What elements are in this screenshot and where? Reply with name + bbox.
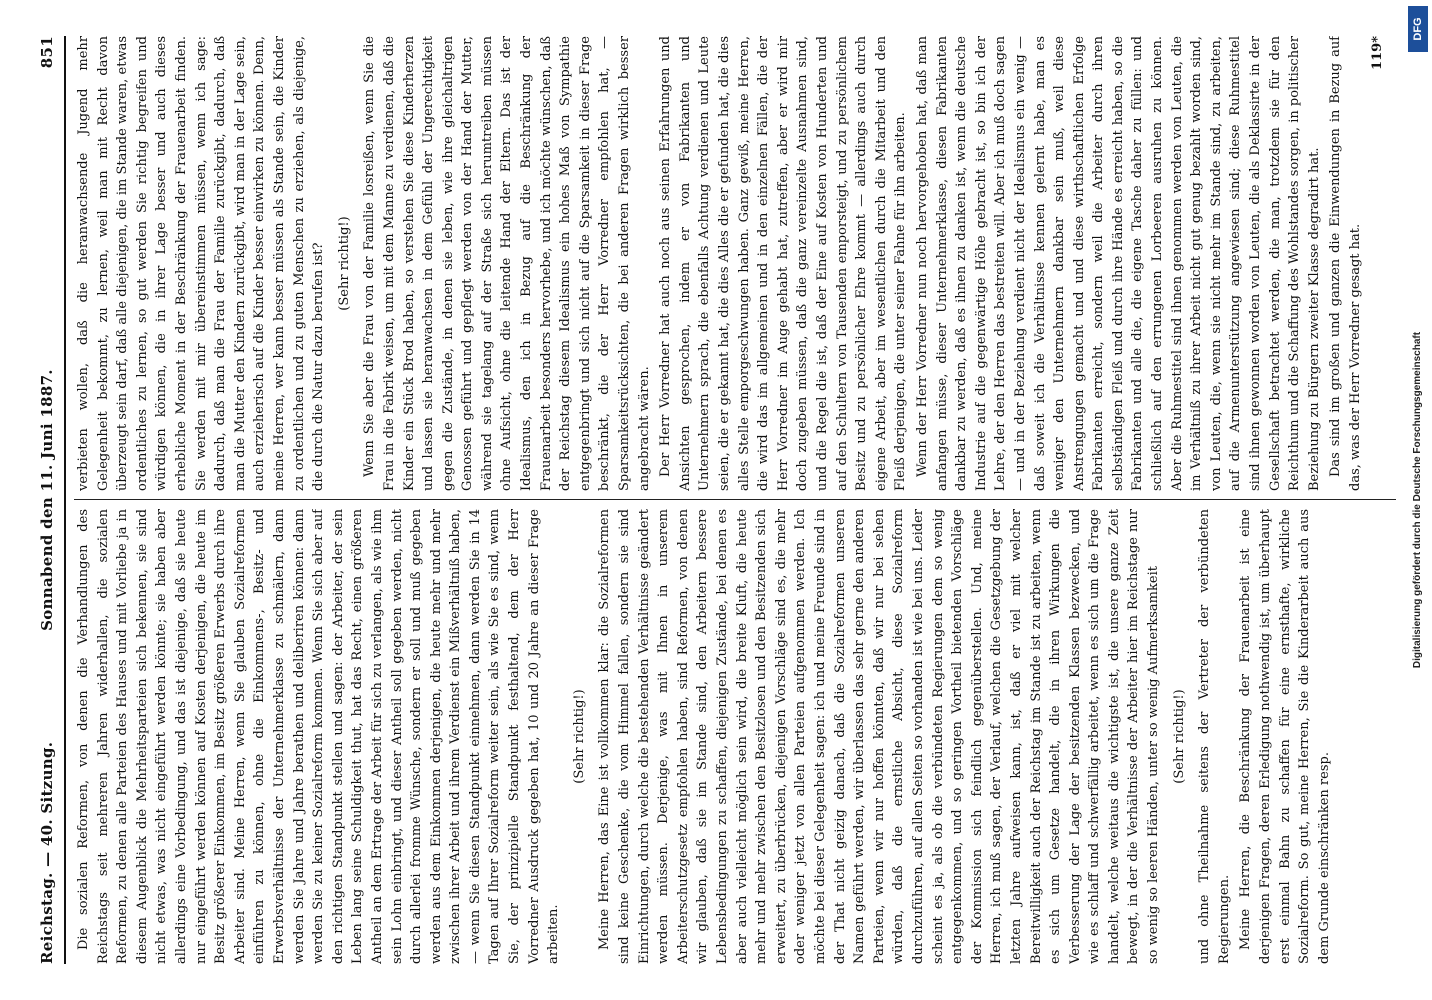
dfg-logo bbox=[1408, 6, 1428, 52]
interjection: (Sehr richtig!) bbox=[571, 689, 587, 784]
page-number: 851 bbox=[38, 36, 56, 69]
paragraph: und ohne Theilnahme seitens der Vertreter der verbündeten Regierungen. bbox=[1197, 509, 1232, 964]
paragraph: Wenn Sie aber die Frau von der Familie losreißen, wenn Sie die Frau in die Fabrik weisen, um mit dem Manne zu verdienen, daß die Kinder ein Stück Brod haben, so verstehen Sie diese Kinderherzen und lassen sie heranwachsen in dem Gefühl der Ungerechtigkeit gegen die Zustände, in denen sie leben, wie ihre gleichaltrigen Genossen geführt und gepflegt werden von der Hand der Mutter, während sie tagelang auf der Straße sich herumtreiben müssen ohne Aufsicht, ohne die leitende Hand der Eltern. Das ist der Idealismus, den ich in Bezug auf die Beschränkung der Frauenarbeit besonders hervorhebe, und ich möchte wünschen, daß der Reichstag diesem Idealismus ein hohes Maß von Sympathie entgegenbringt und sich nicht auf die Sparsamkeit in dieser Frage beschränkt, die der Herr Vorredner empfohlen hat, — Sparsamkeitsrücksichten, die bei anderen Fragen wirklich besser angebracht wären. bbox=[362, 36, 652, 491]
paragraph: Wenn der Herr Vorredner nun noch hervorgehoben hat, daß man anfangen müsse, dieser Unternehmerklasse, diesen Fabrikanten dankbar zu werden, daß es ihnen zu danken ist, wenn die deutsche Industrie auf die gegenwärtige Höhe gebracht ist, so bin ich der Lehre, der den Herren das bestreiten will. Aber ich muß doch sagen — und in der Beziehung verdient nicht der Idealismus ein wenig — daß soweit ich die Verhältnisse kennen gelernt habe, man es weniger den Unternehmern dankbar sein muß, weil diese Anstrengungen gemacht und und diese wirthschaftlichen Erfolge Fabrikanten erreicht, sondern weil die Arbeiter durch ihren selbständigen Fleiß und durch ihre Hände es erreicht haben, so die Fabrikanten und alle die, die eigene Tasche daher zu füllen: und schließlich auf den errungenen Lorbeeren ausruhen zu können. Aber die Ruhmestitel sind ihnen genommen werden von Leuten, die im Verhältniß zu ihrer Arbeit nicht gut genug bezahlt worden sind, von Leuten, die, wenn sie nicht mehr im Stande sind, zu arbeiten, auf die Armenunterstützung angewiesen sind; diese Ruhmestitel sind ihnen gewonnen worden von Leuten, die als Deklassirte in der Gesellschaft betrachtet werden, die man, trotzdem sie für den Reichthum und die Schaffung des Wohlstandes sorgen, in politischer Beziehung zu Bürgern zweiter Klasse degradirt hat. bbox=[914, 36, 1322, 491]
header-date: Sonnabend den 11. Juni 1887. bbox=[38, 369, 56, 631]
paragraph: verbieten wollen, daß die heranwachsende Jugend mehr Gelegenheit bekommt, zu lernen, weil man mit Recht davon überzeugt sein darf, daß alle diejenigen, die im Stande waren, etwas ordentliches zu lernen, so gut werden Sie richtig begreifen und würdigen können, die in ihrer Lage besser und auch dieses erhebliche Moment in der Beschränkung der Frauenarbeit finden. Sie werden mit mir übereinstimmen müssen, wenn ich sage: dadurch, daß man die Frau der Familie zurückgibt, dadurch, daß man die Mutter den Kindern zurückgibt, wird man in der Lage sein, auch erzieherisch auf die Kinder besser einwirken zu können. Denn, meine Herren, wer kann besser müssen als Stande sein, die Kinder zu ordentlichen und zu guten Menschen zu erziehen, als diejenige, die durch die Natur dazu berufen ist? bbox=[76, 36, 327, 491]
interjection: (Sehr richtig!) bbox=[1171, 689, 1187, 784]
paragraph: Meine Herren, die Beschränkung der Frauenarbeit ist eine derjenigen Fragen, deren Erledigung nothwendig ist, um überhaupt erst einmal Bahn zu schaffen für eine ernsthafte, wirkliche Sozialreform. So gut, meine Herren, Sie die Kinderarbeit auch aus dem Grunde einschränken resp. bbox=[1238, 509, 1332, 964]
paragraph: Der Herr Vorredner hat auch noch aus seinen Erfahrungen und Ansichten gesprochen, indem er von Fabrikanten und Unternehmern sprach, die ebenfalls Achtung verdienen und Leute seien, die er gekannt hat, die dies Alles die er gefunden hat, die dies alles Stelle emporgeschwungen haben. Ganz gewiß, meine Herren, die wird das im allgemeinen und in den einzelnen Fällen, die der Herr Vorredner im Auge gehabt hat, zutreffen, aber er wird mir doch zugeben müssen, daß die ganz vereinzelte Ausnahmen sind, und die Regel die ist, daß der Eine auf Kosten von Hunderten und auf den Schultern von Tausenden emporsteigt, und zu persönlichem Besitz und zu persönlicher Ehre kommt — allerdings auch durch eigene Arbeit, aber im wesentlichen durch die Mitarbeit und den Fleiß derjenigen, die unter seiner Fahne für ihn arbeiten. bbox=[658, 36, 909, 491]
signature-mark: 119* bbox=[1369, 36, 1385, 70]
right-column bbox=[74, 36, 1396, 491]
left-column bbox=[74, 509, 1396, 964]
header-session: Reichstag. — 40. Sitzung. bbox=[38, 741, 56, 964]
paragraph: Meine Herren, das Eine ist vollkommen klar: die Sozialreformen sind keine Geschenke, die vom Himmel fallen, sondern sie sind Einrichtungen, durch welche die bestehenden Verhältnisse geändert werden müssen. Derjenige, was mit Ihnen in unserem Arbeiterschutzgesetz empfohlen haben, sind Reformen, von denen wir glauben, daß sie im Stande sind, den Arbeitern bessere Lebensbedingungen zu schaffen, diejenigen Zustände, bei denen es aber auch vielleicht möglich sein wird, die breite Kluft, die heute mehr und mehr zwischen den Besitzlosen und den Besitzenden sich erweitert, zu überbrücken, diejenigen Vorschläge sind es, die mehr oder weniger jetzt von allen Parteien aufgenommen werden. Ich möchte bei dieser Gelegenheit sagen: ich und meine Freunde sind in der That nicht geizig danach, daß die Sozialreformen unseren Namen geführt werden, wir überlassen das sehr gerne den anderen Parteien, wenn wir nur hoffen könnten, daß wir nur bei sehen würden, daß die ernstliche Absicht, diese Sozialreform durchzuführen, auf allen Seiten so vorhanden ist wie bei uns. Leider scheint es ja, als ob die verbündeten Regierungen dem so wenig entgegenkommen, und so geringen Vortheil bietenden Vorschläge der Kommission sich feindlich gegenüberstellen. Und, meine Herren, ich muß sagen, der Verlauf, welchen die Gesetzgebung der letzten Jahre aufweisen kann, ist, daß er viel mit welcher Bereitwilligkeit auch der Reichstag im Stande ist zu arbeiten, wenn es sich um Gesetze handelt, die in ihren Wirkungen die Verbesserung der Lage der besitzenden Klassen bezwecken, und wie es schlaff und schwerfällig arbeitet, wenn es sich um die Frage handelt, welche weitaus die wichtigste ist, die unsere ganze Zeit bewegt, in der die Verhältnisse der Arbeiter hier im Reichstage nur so wenig so leeren Händen, unter so wenig Aufmerksamkeit bbox=[597, 509, 1162, 964]
text-columns bbox=[74, 36, 1396, 964]
interjection: (Sehr richtig!) bbox=[336, 216, 352, 311]
dfg-funding-note: Digitalisierung gefördert durch die Deutsche Forschungsgemeinschaft bbox=[1412, 331, 1423, 669]
dfg-sidebar bbox=[1404, 0, 1432, 1000]
rotated-document-page bbox=[26, 20, 1406, 980]
page-header bbox=[38, 36, 66, 964]
paragraph: Das sind im großen und ganzen die Einwendungen in Bezug auf das, was der Herr Vorredner gesagt hat. bbox=[1328, 36, 1363, 491]
paragraph: Die sozialen Reformen, von denen die Verhandlungen des Reichstags seit mehreren Jahren widerhallen, die sozialen Reformen, zu denen alle Parteien des Hauses und mit Vorliebe ja in diesem Augenblick die Mehrheitsparteien sich bekennen, sie sind nicht etwas, was nicht eingeführt werden könnte; sie haben aber allerdings eine Vorbedingung, und das ist diejenige, daß sie heute nur eingeführt werden können auf Kosten derjenigen, die heute im Besitz größerer Einkommen, im Besitz größeren Erwerbs durch ihre Arbeiter sind. Meine Herren, wenn Sie glauben Sozialreformen einführen zu können, ohne die Einkommens-, Besitz- und Erwerbsverhältnisse der Unternehmerklasse zu schmälern, dann werden Sie Jahre und Jahre berathen und deliberiren können: dann werden Sie zu keiner Sozialreform kommen. Wenn Sie sich aber auf den richtigen Standpunkt stellen und sagen: der Arbeiter, der sein Leben lang seine Schuldigkeit thut, hat das Recht, einen größeren Antheil an dem Ertrage der Arbeit für sich zu verlangen, als wie ihm sein Lohn einbringt, und dieser Antheil soll gegeben werden, nicht durch allerlei fromme Wünsche, sondern er soll und muß gegeben werden aus dem Einkommen derjenigen, die heute mehr und mehr zwischen ihrer Arbeit und ihrem Verdienst ein Mißverhältniß haben, — wenn Sie diesen Standpunkt einnehmen, dann werden Sie in 14 Tagen auf Ihrer Sozialreform weiter sein, als wie Sie es sind, wenn Sie, der prinzipielle Standpunkt festhaltend, dem der Herr Vorredner Ausdruck gegeben hat, 10 und 20 Jahre an dieser Frage arbeiten. bbox=[76, 509, 562, 964]
dfg-logo-text: DFG bbox=[1412, 17, 1424, 41]
